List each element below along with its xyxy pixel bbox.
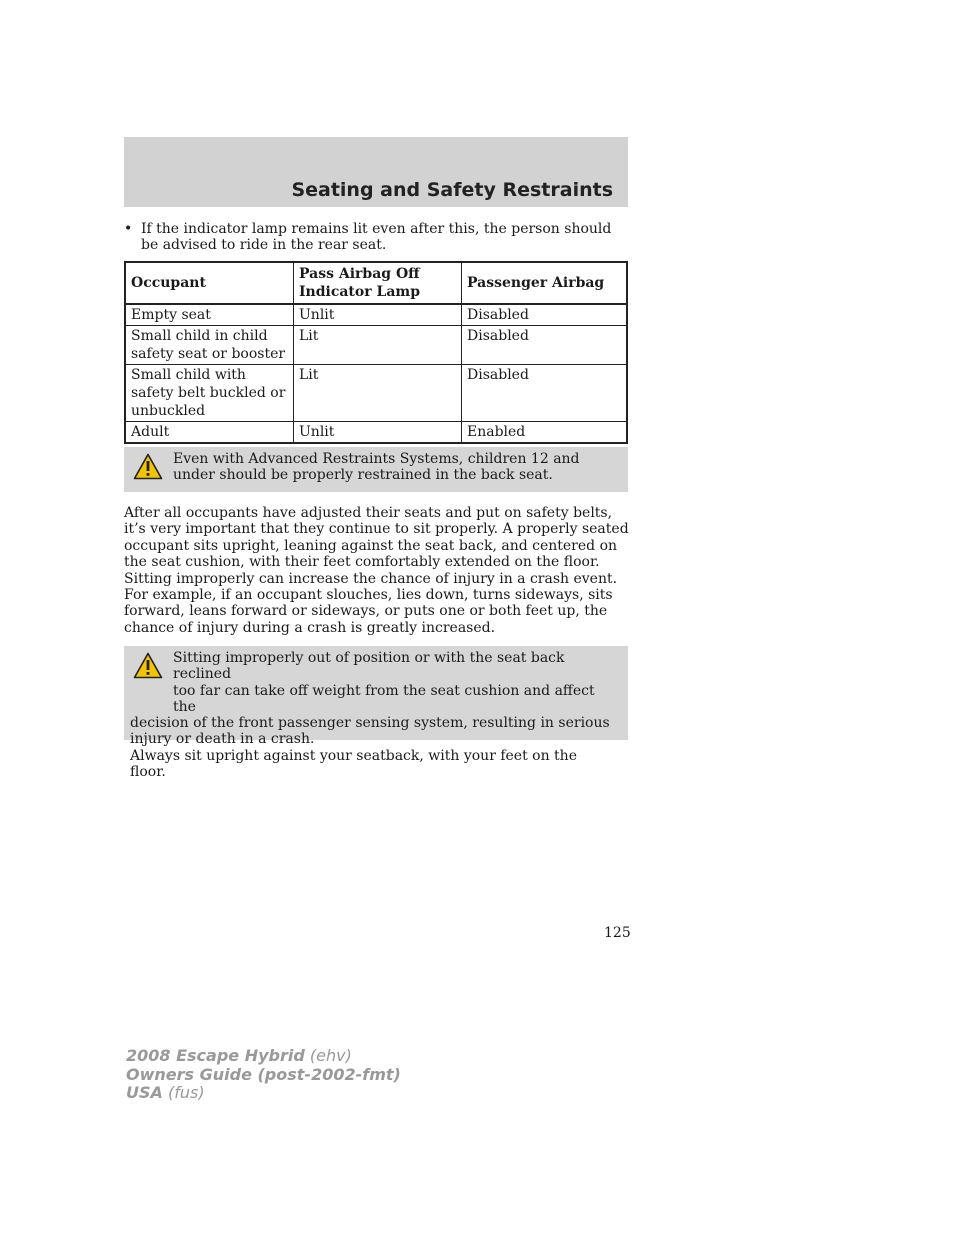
table-cell: Empty seat	[125, 304, 294, 326]
table-cell: Disabled	[462, 326, 628, 365]
table-cell: Unlit	[294, 422, 462, 444]
table-header-passenger-airbag: Passenger Airbag	[462, 262, 628, 304]
table-cell: Small child with safety belt buckled or unbuckled	[125, 365, 294, 422]
table-cell: Disabled	[462, 304, 628, 326]
warning-text-line: Sitting improperly out of position or with the seat back reclined	[173, 650, 565, 683]
warning-text-line: decision of the front passenger sensing system, resulting in serious injury or death in a crash.	[130, 715, 610, 748]
table-row	[125, 326, 627, 365]
table-header-occupant: Occupant	[125, 262, 294, 304]
table-row	[125, 365, 627, 422]
table-cell: Lit	[294, 365, 462, 422]
warning-triangle-icon	[133, 652, 163, 679]
document-footer	[126, 1047, 401, 1103]
table-row	[125, 422, 627, 444]
section-header-band	[124, 137, 628, 207]
warning-text-line: too far can take off weight from the seat cushion and affect the	[173, 682, 595, 715]
table-cell: Lit	[294, 326, 462, 365]
warning-text-line: Always sit upright against your seatback, with your feet on the floor.	[130, 747, 577, 781]
bullet-text: If the indicator lamp remains lit even after this, the person should be advised to ride in the rear seat.	[141, 221, 612, 253]
table-header-row	[125, 262, 627, 304]
warning-text: Even with Advanced Restraints Systems, children 12 and under should be properly restrained in the back seat.	[173, 451, 580, 484]
footer-market-code: (fus)	[168, 1083, 205, 1102]
footer-market: USA	[126, 1083, 163, 1102]
table-cell: Unlit	[294, 304, 462, 326]
body-paragraph: After all occupants have adjusted their seats and put on safety belts, it’s very important that they continue to sit properly. A properly seated occupant sits upright, leaning against the seat back, and centered on the seat cushion, with their feet comfortably extended on the floor. Sitting improperly can increase the chance of injury in a crash event. For example, if an occupant slouches, lies down, turns sideways, sits forward, leans forward or sideways, or puts one or both feet up, the chance of injury during a crash is greatly increased.	[124, 505, 629, 636]
table-cell: Disabled	[462, 365, 628, 422]
table-row	[125, 304, 627, 326]
bullet-symbol: •	[124, 221, 133, 237]
page-number: 125	[604, 925, 631, 941]
footer-guide: Owners Guide (post-2002-fmt)	[126, 1064, 401, 1084]
warning-box-children	[124, 447, 628, 492]
table-cell: Small child in child safety seat or booster	[125, 326, 294, 365]
warning-box-sitting-position	[124, 646, 628, 781]
footer-model-code: (ehv)	[309, 1046, 352, 1065]
table-cell: Enabled	[462, 422, 628, 444]
table-cell: Adult	[125, 422, 294, 444]
bullet-item	[124, 221, 624, 253]
section-title: Seating and Safety Restraints	[291, 179, 613, 201]
footer-model: 2008 Escape Hybrid	[126, 1046, 305, 1065]
warning-triangle-icon	[133, 453, 163, 480]
airbag-status-table	[124, 261, 628, 444]
table-header-indicator-lamp: Pass Airbag Off Indicator Lamp	[294, 262, 462, 304]
